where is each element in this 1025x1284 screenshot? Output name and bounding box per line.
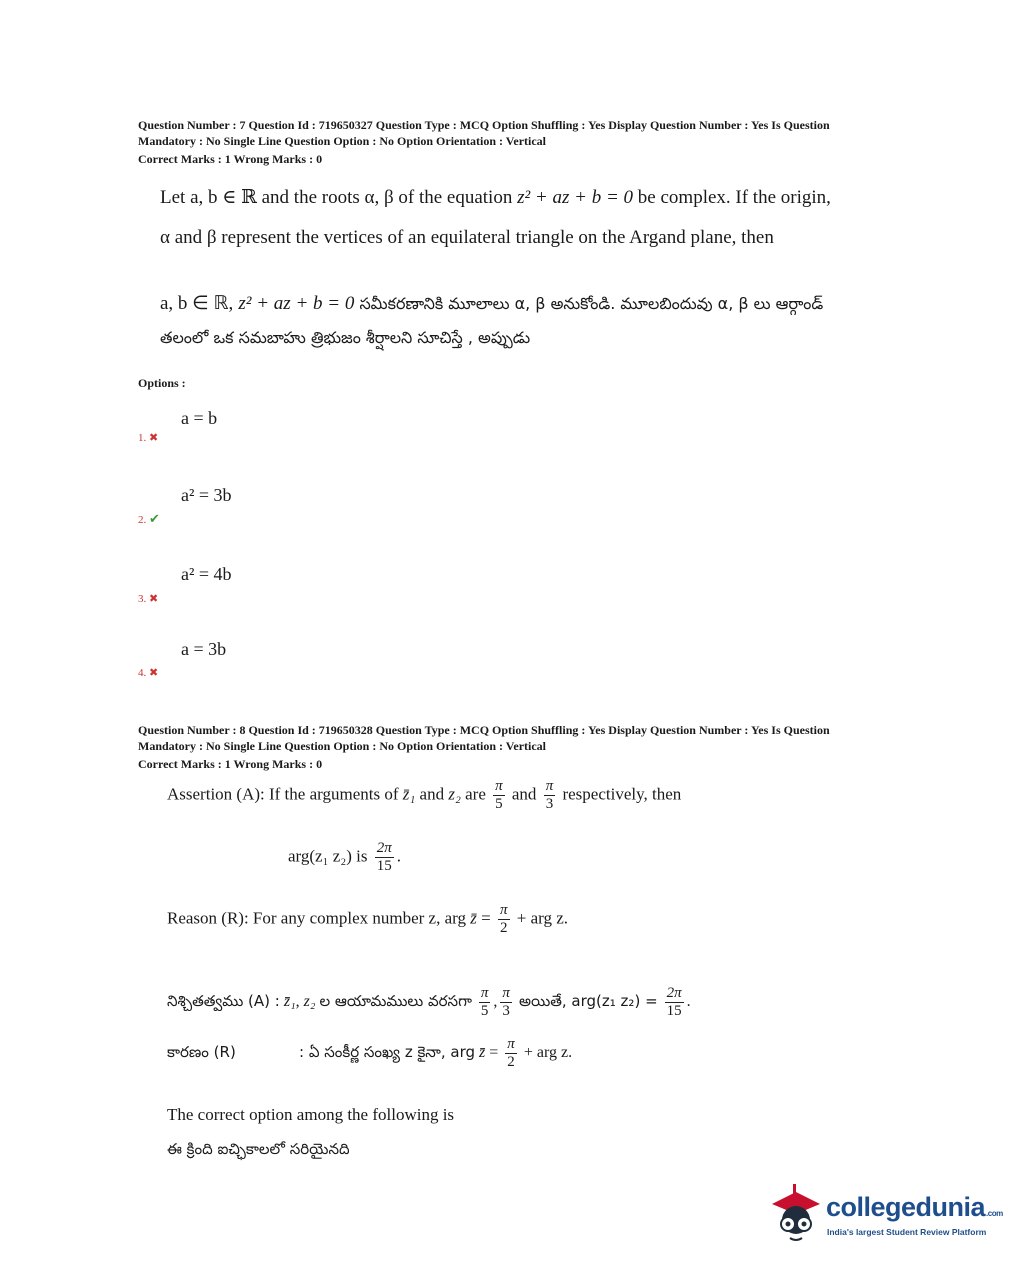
option-2-value: a² = 3b	[181, 485, 232, 505]
q8-assertion-en: Assertion (A): If the arguments of z̄₁ and z₂ are $\frac{\pi}{5}$ and $\frac{\pi}{3}$ respectively, then	[167, 778, 682, 812]
q7-meta-line1: Question Number : 7 Question Id : 719650327 Question Type : MCQ Option Shuffling : Yes Display Question Number : Yes Is Question	[138, 118, 830, 132]
fraction-pi-5: $\frac{\pi}{5}$	[495, 778, 503, 812]
q8-reason-en: Reason (R): For any complex number z, arg z̄ = $\frac{\pi}{2}$ + arg z.	[167, 902, 569, 936]
q7-meta-line2: Mandatory : No Single Line Question Option : No Option Orientation : Vertical	[138, 134, 547, 148]
q8-meta	[138, 722, 918, 772]
q7-equation: z² + az + b = 0	[517, 187, 634, 208]
cross-icon: ✖	[149, 432, 159, 444]
logo-name: collegedunia.com	[826, 1192, 1003, 1222]
fraction-pi-3: $\frac{\pi}{3}$	[545, 778, 554, 812]
option-4-value: a = 3b	[181, 639, 227, 659]
q7-question-en-line2: α and β represent the vertices of an equilateral triangle on the Argand plane, then	[160, 227, 774, 248]
q8-assertion-te: నిశ్చితత్వము (A) : z̄₁, z₂ ల ఆయామములు వరసగా $\frac{\pi}{5}$ , $\frac{\pi}{3}$ అయితే, arg(z₁ z₂) = $\frac{2\pi}{15}$ .	[167, 985, 691, 1019]
cross-icon: ✖	[149, 593, 159, 605]
option-1-value: a = b	[181, 408, 218, 428]
q8-reason-te: కారణం (R) : ఏ సంకీర్ణ సంఖ్య z కైనా, arg z̄ = $\frac{\pi}{2}$ + arg z.	[167, 1036, 573, 1070]
q8-correct-option-te: ఈ క్రింది ఐచ్ఛికాలలో సరియైనది	[167, 1140, 350, 1158]
collegedunia-logo	[766, 1178, 1003, 1250]
q8-correct-option-en: The correct option among the following is	[167, 1105, 455, 1124]
q8-assertion-arg: arg(z₁ z₂) is $\frac{2\pi}{15}$ .	[288, 840, 402, 874]
fraction-pi-2: $\frac{\pi}{2}$	[499, 902, 508, 936]
q7-question-te-line1: a, b ∈ ℝ, z² + az + b = 0 సమీకరణానికి మూలాలు α, β అనుకోండి. మూలబిందువు α, β లు ఆర్గాండ్	[160, 293, 824, 314]
option-1[interactable]: 1. ✖	[138, 432, 159, 444]
q8-marks: Correct Marks : 1 Wrong Marks : 0	[138, 757, 323, 771]
options-label: Options :	[138, 376, 186, 390]
option-2[interactable]: 2. ✔	[138, 511, 160, 526]
q7-marks: Correct Marks : 1 Wrong Marks : 0	[138, 152, 323, 166]
q7-meta	[138, 117, 918, 167]
check-icon: ✔	[149, 511, 160, 526]
option-4[interactable]: 4. ✖	[138, 667, 159, 679]
cross-icon: ✖	[149, 667, 159, 679]
mascot-icon	[766, 1178, 826, 1246]
option-3[interactable]: 3. ✖	[138, 593, 159, 605]
option-3-value: a² = 4b	[181, 564, 232, 584]
q8-meta-line2: Mandatory : No Single Line Question Option : No Option Orientation : Vertical	[138, 739, 547, 753]
q7-question-te-line2: తలంలో ఒక సమబాహు త్రిభుజం శీర్షాలని సూచిస్తే , అప్పుడు	[160, 328, 531, 347]
q8-meta-line1: Question Number : 8 Question Id : 719650328 Question Type : MCQ Option Shuffling : Yes Display Question Number : Yes Is Question	[138, 723, 830, 737]
fraction-2pi-15: $\frac{2\pi}{15}$	[376, 840, 392, 874]
logo-tagline: India's largest Student Review Platform	[827, 1227, 987, 1237]
q7-question-en-line1: Let a, b ∈ ℝ and the roots α, β of the equation z² + az + b = 0 be complex. If the origin,	[160, 187, 831, 208]
